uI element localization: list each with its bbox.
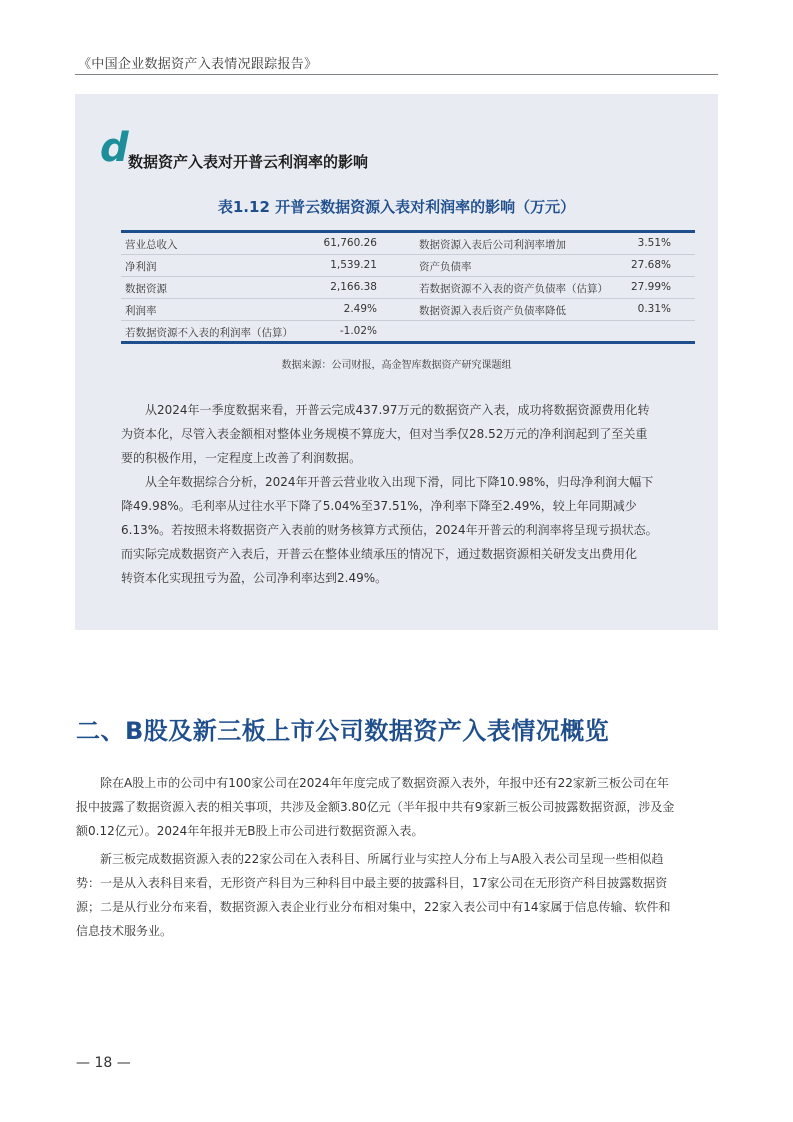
table-cell: 若数据资源不入表的利润率（估算） <box>125 327 293 339</box>
paragraph-line: 要的积极作用，一定程度上改善了利润数据。 <box>121 451 362 465</box>
table-cell: 资产负债率 <box>419 261 472 273</box>
table-cell: 61,760.26 <box>323 237 377 249</box>
report-header-title: 《中国企业数据资产入表情况跟踪报告》 <box>78 57 318 72</box>
table-cell: 数据资源 <box>125 283 167 295</box>
table-cell: 若数据资源不入表的资产负债率（估算） <box>419 283 608 295</box>
table-cell: 1,539.21 <box>330 259 377 271</box>
paragraph-line: 报中披露了数据资源入表的相关事项，共涉及金额3.80亿元（半年报中共有9家新三板公司披露数据资源，涉及金 <box>76 800 675 814</box>
table-cell: 2.49% <box>343 303 377 315</box>
paragraph <box>76 771 674 843</box>
paragraph-line: 势：一是从入表科目来看，无形资产科目为三种科目中最主要的披露科目，17家公司在无形资产科目披露数据资 <box>76 876 668 890</box>
table-row <box>121 321 695 342</box>
paragraph-line: 转资本化实现扭亏为盈，公司净利率达到2.49%。 <box>121 571 388 585</box>
table-cell: 数据资源入表后公司利润率增加 <box>419 239 566 251</box>
paragraph <box>121 470 658 590</box>
table-row <box>121 233 695 255</box>
paragraph <box>76 847 671 943</box>
paragraph-line: 信息技术服务业。 <box>76 924 173 938</box>
table-cell: -1.02% <box>339 325 377 337</box>
table-title: 表1.12 开普云数据资源入表对利润率的影响（万元） <box>217 198 576 216</box>
table-cell: 利润率 <box>125 305 157 317</box>
chapter-heading: 二、B股及新三板上市公司数据资产入表情况概览 <box>76 717 610 745</box>
paragraph-line: 为资本化，尽管入表金额相对整体业务规模不算庞大，但对当季仅28.52万元的净利润起到了至关重 <box>121 427 648 441</box>
table-source-note: 数据来源：公司财报，高金智库数据资产研究课题组 <box>281 360 512 371</box>
table-bottom-rule <box>121 341 695 344</box>
table-cell: 营业总收入 <box>125 239 178 251</box>
table-cell: 27.68% <box>630 259 671 271</box>
section-title: 数据资产入表对开普云利润率的影响 <box>128 153 369 171</box>
paragraph-line: 额0.12亿元）。2024年年报并无B股上市公司进行数据资源入表。 <box>76 824 424 838</box>
paragraph-line: 新三板完成数据资源入表的22家公司在入表科目、所属行业与实控人分布上与A股入表公司呈现一些相似趋 <box>100 852 664 866</box>
paragraph <box>121 398 650 470</box>
table-cell: 27.99% <box>630 281 671 293</box>
paragraph-line: 源；二是从行业分布来看，数据资源入表企业行业分布相对集中，22家入表公司中有14家属于信息传输、软件和 <box>76 900 671 914</box>
paragraph-line: 除在A股上市的公司中有100家公司在2024年年度完成了数据资源入表外，年报中还有22家新三板公司在年 <box>100 776 669 790</box>
paragraph-line: 从全年数据综合分析，2024年开普云营业收入出现下滑，同比下降10.98%，归母净利润大幅下 <box>145 475 654 489</box>
profit-impact-table <box>121 230 695 342</box>
table-cell: 净利润 <box>125 261 157 273</box>
table-row <box>121 299 695 321</box>
paragraph-line: 而实际完成数据资产入表后，开普云在整体业绩承压的情况下，通过数据资源相关研发支出费用化 <box>121 547 638 561</box>
table-cell: 数据资源入表后资产负债率降低 <box>419 305 566 317</box>
paragraph-line: 6.13%。若按照未将数据资产入表前的财务核算方式预估，2024年开普云的利润率将呈现亏损状态。 <box>121 523 658 537</box>
table-cell: 3.51% <box>637 237 671 249</box>
table-row <box>121 255 695 277</box>
table-row <box>121 277 695 299</box>
paragraph-line: 从2024年一季度数据来看，开普云完成437.97万元的数据资产入表，成功将数据资源费用化转 <box>145 403 650 417</box>
table-cell: 0.31% <box>637 303 671 315</box>
table-cell: 2,166.38 <box>330 281 377 293</box>
paragraph-line: 降49.98%。毛利率从过往水平下降了5.04%至37.51%，净利率下降至2.49%，较上年同期减少 <box>121 499 637 513</box>
header-divider <box>75 74 718 75</box>
section-letter: d <box>100 125 129 171</box>
page-number: — 18 — <box>76 1055 131 1071</box>
